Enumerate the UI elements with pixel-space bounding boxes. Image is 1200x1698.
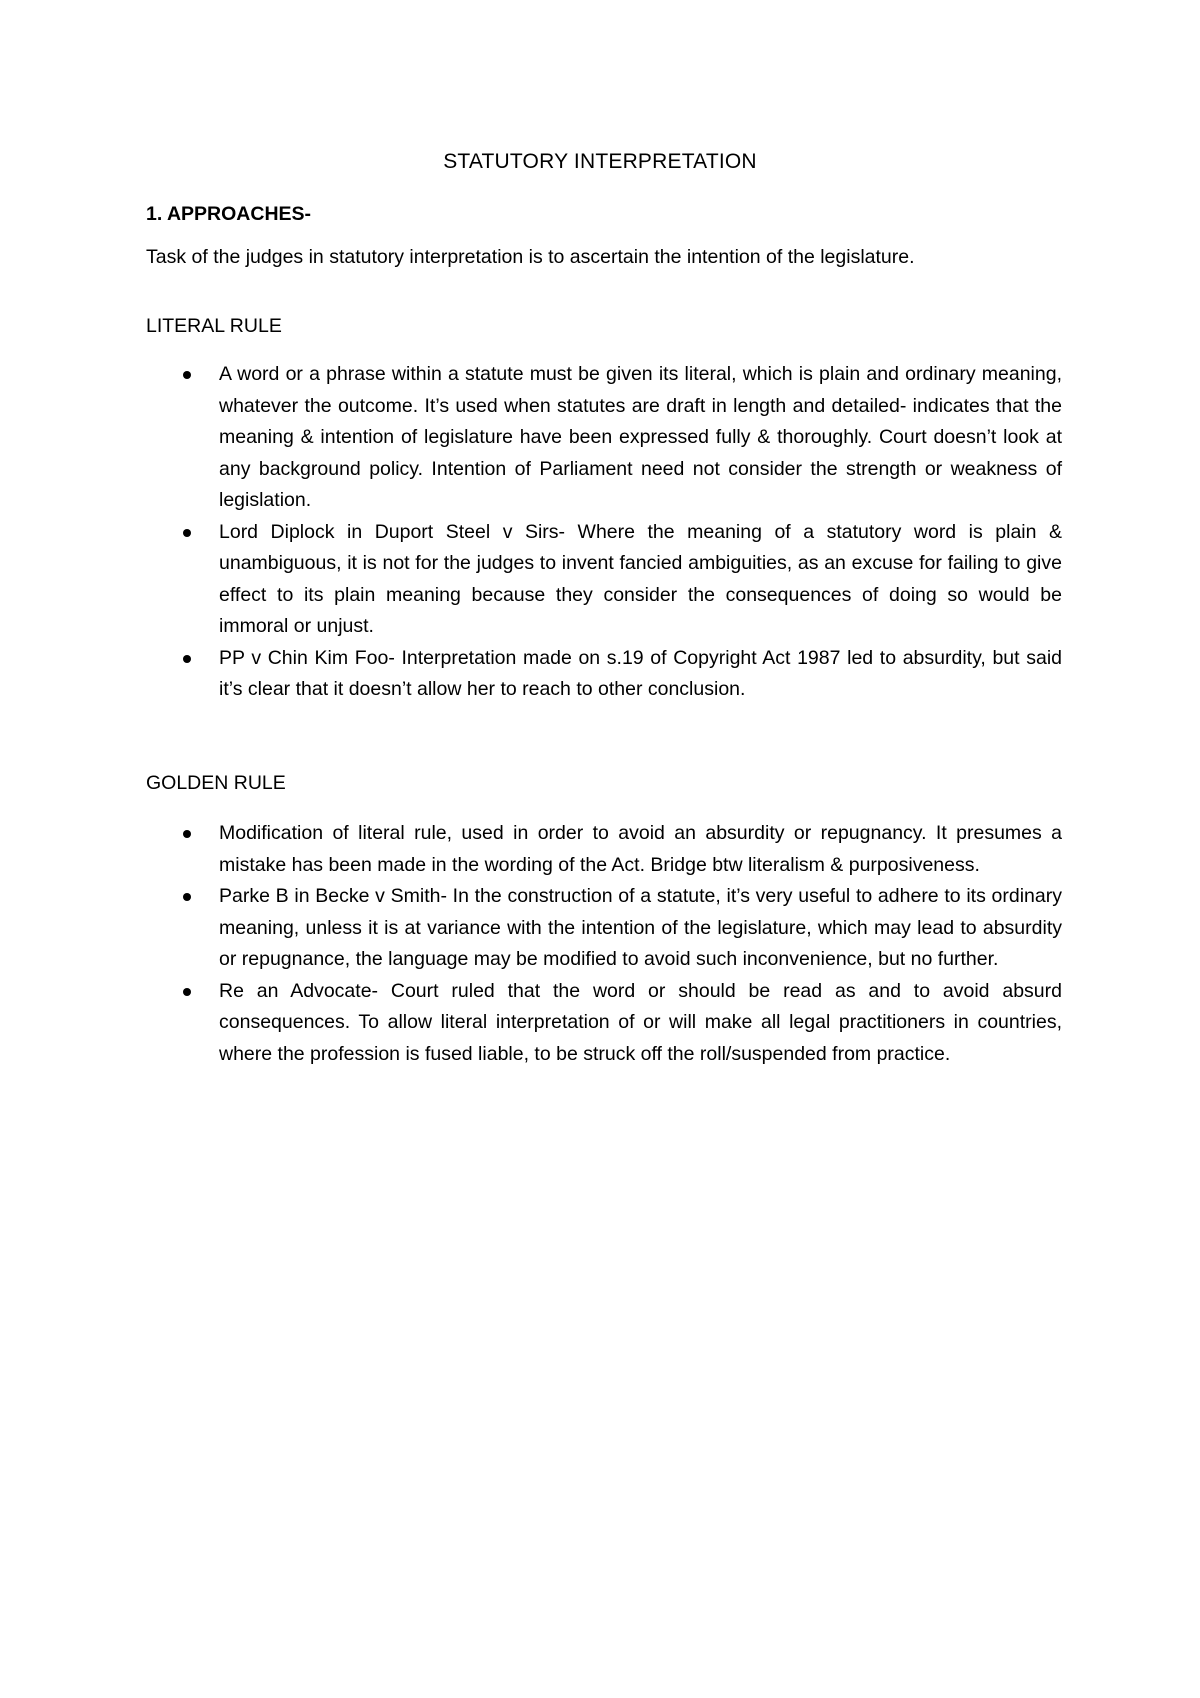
bullet-text: Re an Advocate- Court ruled that the word or should be read as and to avoid absurd consequences. To allow literal interpretation of or will make all legal practitioners in countries, where the profession is fused liable, to be struck off the roll/suspended from practice. xyxy=(219,979,1062,1065)
bullet-icon xyxy=(183,893,191,901)
literal-rule-bullet-3 xyxy=(219,643,1062,706)
literal-rule-bullet-1 xyxy=(219,359,1062,517)
golden-rule-heading: GOLDEN RULE xyxy=(146,772,286,794)
literal-rule-bullet-2 xyxy=(219,517,1062,643)
document-title: STATUTORY INTERPRETATION xyxy=(443,150,757,173)
bullet-icon xyxy=(183,529,191,537)
bullet-icon xyxy=(183,371,191,379)
intro-paragraph: Task of the judges in statutory interpretation is to ascertain the intention of the legislature. xyxy=(146,246,915,268)
bullet-text: Lord Diplock in Duport Steel v Sirs- Where the meaning of a statutory word is plain & unambiguous, it is not for the judges to invent fancied ambiguities, as an excuse for failing to give effect to its plain meaning because they consider the consequences of doing so would be immoral or unjust. xyxy=(219,520,1062,637)
literal-rule-heading: LITERAL RULE xyxy=(146,315,282,337)
bullet-text: A word or a phrase within a statute must be given its literal, which is plain and ordinary meaning, whatever the outcome. It’s used when statutes are draft in length and detailed- indicates that the meaning & intention of legislature have been expressed fully & thoroughly. Court doesn’t look at any background policy. Intention of Parliament need not consider the strength or weakness of legislation. xyxy=(219,363,1062,511)
bullet-icon xyxy=(183,988,191,996)
bullet-icon xyxy=(183,655,191,663)
golden-rule-bullet-1 xyxy=(219,818,1062,881)
golden-rule-bullet-2 xyxy=(219,881,1062,976)
section-heading-approaches: 1. APPROACHES- xyxy=(146,203,312,225)
literal-rule-list xyxy=(219,359,1062,706)
bullet-text: PP v Chin Kim Foo- Interpretation made on s.19 of Copyright Act 1987 led to absurdity, but said it’s clear that it doesn’t allow her to reach to other conclusion. xyxy=(219,646,1062,700)
golden-rule-bullet-3 xyxy=(219,976,1062,1071)
bullet-text: Parke B in Becke v Smith- In the construction of a statute, it’s very useful to adhere to its ordinary meaning, unless it is at variance with the intention of the legislature, which may lead to absurdity or repugnance, the language may be modified to avoid such inconvenience, but no further. xyxy=(219,885,1062,970)
golden-rule-list xyxy=(219,818,1062,1070)
bullet-text: Modification of literal rule, used in order to avoid an absurdity or repugnancy. It presumes a mistake has been made in the wording of the Act. Bridge btw literalism & purposiveness. xyxy=(219,822,1062,876)
bullet-icon xyxy=(183,830,191,838)
